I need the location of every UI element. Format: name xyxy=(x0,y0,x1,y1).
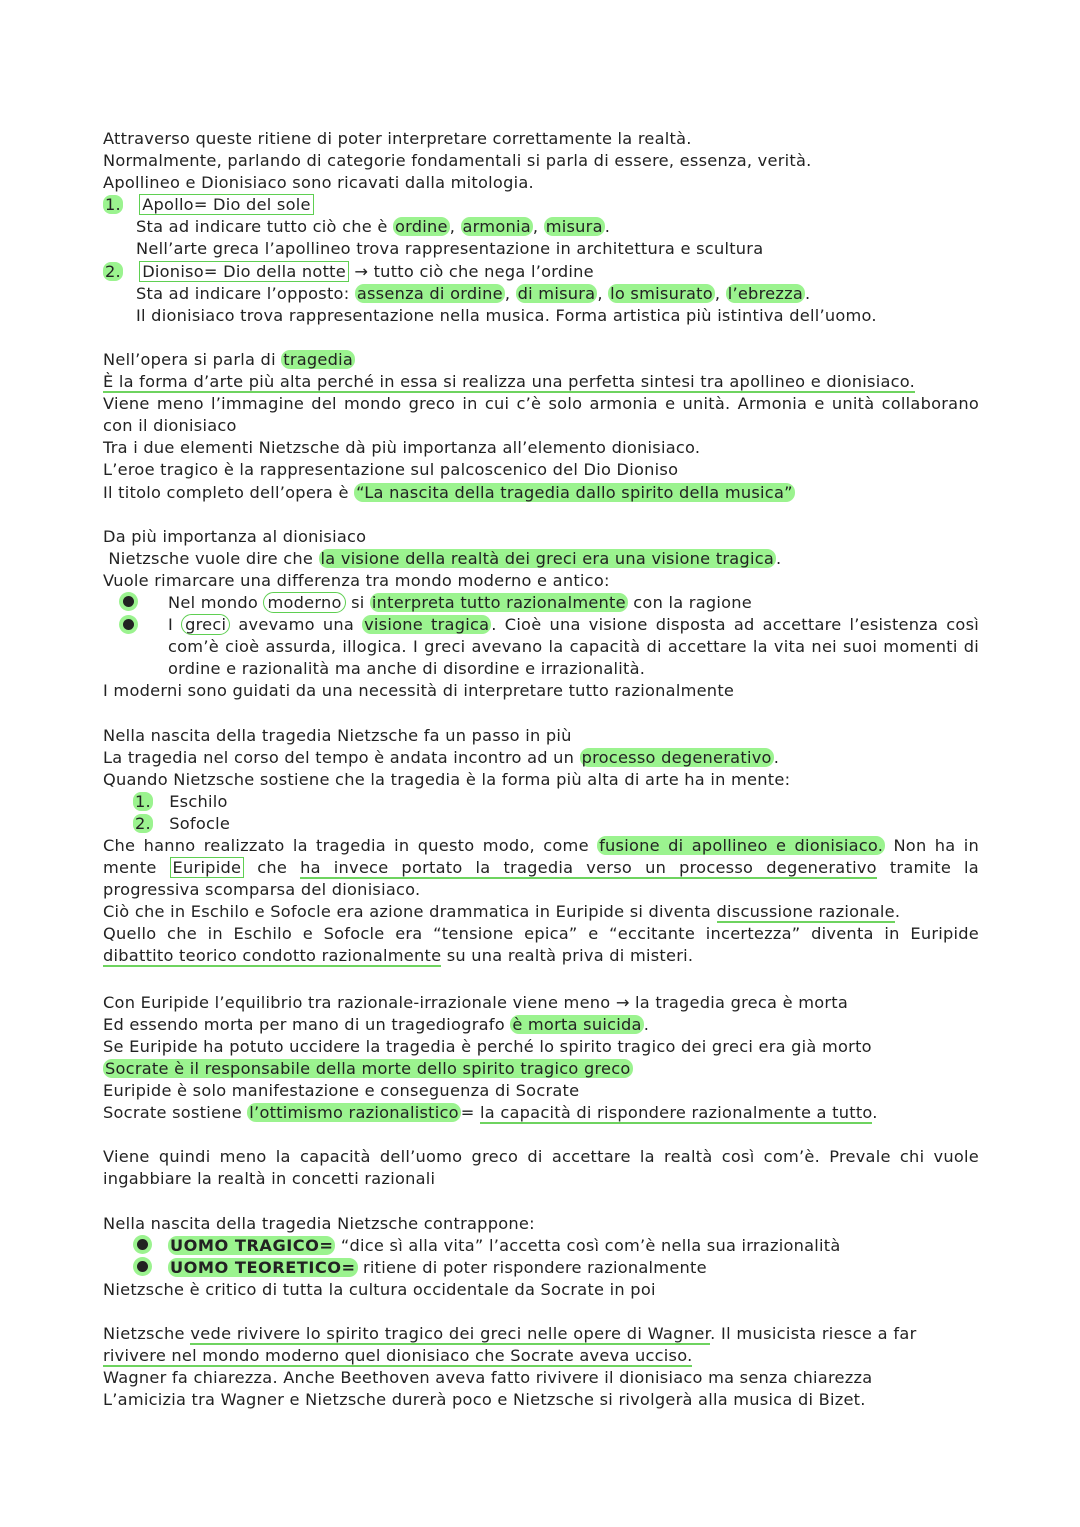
text-line: Sta ad indicare tutto ciò che è ordine , armonia , misura . xyxy=(136,217,611,237)
highlight: visione tragica xyxy=(364,615,490,635)
text-line: Nietzsche vuole dire che la visione della realtà dei greci era una visione tragica . xyxy=(103,548,782,568)
text-line: Socrate sostiene l’ottimismo razionalistico = la capacità di rispondere razionalmente a tutto. xyxy=(103,1103,878,1123)
text-line: Ed essendo morta per mano di un tragediografo è morta suicida . xyxy=(103,1014,650,1034)
highlight: lo smisurato xyxy=(610,283,713,303)
text-line: Attraverso queste ritiene di poter interpretare correttamente la realtà. xyxy=(103,129,692,148)
text-line: I moderni sono guidati da una necessità di interpretare tutto razionalmente xyxy=(103,681,735,701)
underline: rivivere nel mondo moderno quel dionisiaco che Socrate aveva ucciso. xyxy=(103,1346,693,1366)
highlight: tragedia xyxy=(283,349,354,369)
underline: dibattito teorico condotto razionalmente xyxy=(103,946,442,966)
text-line: Nietzsche è critico di tutta la cultura occidentale da Socrate in poi xyxy=(103,1279,656,1299)
list-item: 1. Eschilo xyxy=(103,791,979,813)
text-line: Nell’opera si parla di tragedia xyxy=(103,349,354,369)
text-line: Nella nascita della tragedia Nietzsche fa un passo in più xyxy=(103,725,572,745)
highlight: l’ottimismo razionalistico xyxy=(249,1103,459,1123)
dioniso-term: Dioniso= Dio della notte xyxy=(139,261,349,282)
text-line: Vuole rimarcare una differenza tra mondo moderno e antico: xyxy=(103,570,610,590)
text-paragraph: Quello che in Eschilo e Sofocle era “tensione epica” e “eccitante incertezza” diventa in Euripide dibattito teorico condotto razionalmente su una realtà priva di misteri. xyxy=(103,924,979,966)
text-line xyxy=(103,1345,979,1367)
notes-page xyxy=(103,128,979,1411)
highlight: “La nascita della tragedia dallo spirito della musica” xyxy=(356,482,793,502)
underline: È la forma d’arte più alta perché in essa si realizza una perfetta sintesi tra apollineo e dionisiaco. xyxy=(103,372,916,392)
text-line: Con Euripide l’equilibrio tra razionale-irrazionale viene meno → la tragedia greca è morta xyxy=(103,992,849,1012)
highlight: Socrate è il responsabile della morte dello spirito tragico greco xyxy=(105,1058,631,1078)
underline: vede rivivere lo spirito tragico dei greci nelle opere di Wagner xyxy=(190,1323,711,1343)
text-line: Normalmente, parlando di categorie fondamentali si parla di essere, essenza, verità. xyxy=(103,151,812,171)
text-line: La tragedia nel corso del tempo è andata incontro ad un processo degenerativo . xyxy=(103,747,780,767)
bullet-item: I greci avevamo una visione tragica . Cioè una visione disposta ad accettare l’esistenza così com’è cioè assurda, illogica. I greci avevano la capacità di accettare la vita nei suoi momenti di ordine e razionalità ma anche di disordine e irrazionalità. xyxy=(103,614,979,680)
text-line xyxy=(103,371,979,393)
text-line: Nell’arte greca l’apollineo trova rappresentazione in architettura e scultura xyxy=(136,239,764,259)
text-line: Sta ad indicare l’opposto: assenza di ordine , di misura , lo smisurato , l’ebrezza . xyxy=(136,283,811,303)
text-line: Il titolo completo dell’opera è “La nascita della tragedia dallo spirito della musica” xyxy=(103,482,793,502)
highlight: fusione di apollineo e dionisiaco. xyxy=(599,836,884,855)
underline: la capacità di rispondere razionalmente a tutto xyxy=(480,1103,873,1123)
highlight: l’ebrezza xyxy=(727,283,804,303)
list-item-dioniso: 2. Dioniso= Dio della notte → tutto ciò che nega l’ordine xyxy=(103,261,979,283)
uomo-tragico-label: UOMO TRAGICO= xyxy=(170,1235,334,1255)
circled-word: moderno xyxy=(263,592,345,613)
bullet-icon xyxy=(123,596,134,607)
underline: discussione razionale xyxy=(716,902,895,922)
highlight: ordine xyxy=(394,217,448,237)
highlight: misura xyxy=(545,217,603,237)
text-line: Wagner fa chiarezza. Anche Beethoven aveva fatto rivivere il dionisiaco ma senza chiarezza xyxy=(103,1368,873,1388)
highlight: la visione della realtà dei greci era una visione tragica xyxy=(320,548,775,568)
text-paragraph: Viene quindi meno la capacità dell’uomo greco di accettare la realtà così com’è. Prevale chi vuole ingabbiare la realtà in concetti razionali xyxy=(103,1147,979,1189)
uomo-teoretico-label: UOMO TEORETICO= xyxy=(170,1257,356,1277)
list-item: 2. Sofocle xyxy=(103,813,979,835)
list-number: 1. xyxy=(135,791,151,811)
highlight: processo degenerativo xyxy=(581,747,772,767)
underline: ha invece portato la tragedia verso un processo degenerativo xyxy=(300,858,877,878)
bullet-item: Nel mondo moderno si interpreta tutto razionalmente con la ragione xyxy=(103,592,979,614)
text-line: Se Euripide ha potuto uccidere la tragedia è perché lo spirito tragico dei greci era già morto xyxy=(103,1036,872,1056)
text-line: Nella nascita della tragedia Nietzsche contrappone: xyxy=(103,1213,535,1233)
text-paragraph: Che hanno realizzato la tragedia in questo modo, come fusione di apollineo e dionisiaco. Non ha in mente Euripide che ha invece portato la tragedia verso un processo degenerativo tramite la progressiva scomparsa del dionisiaco. xyxy=(103,836,979,900)
list-number: 2. xyxy=(105,261,121,281)
text-line: Euripide è solo manifestazione e conseguenza di Socrate xyxy=(103,1080,580,1100)
text-line: L’amicizia tra Wagner e Nietzsche durerà poco e Nietzsche si rivolgerà alla musica di Bizet. xyxy=(103,1390,866,1410)
text-line: Il dionisiaco trova rappresentazione nella musica. Forma artistica più istintiva dell’uomo. xyxy=(136,305,877,325)
text-line: Apollineo e Dionisiaco sono ricavati dalla mitologia. xyxy=(103,173,534,193)
list-item-apollo xyxy=(103,194,979,216)
highlight: assenza di ordine xyxy=(356,283,503,303)
euripide-term: Euripide xyxy=(170,857,245,878)
bullet-icon xyxy=(137,1239,148,1250)
list-number: 2. xyxy=(135,813,151,833)
text-line: L’eroe tragico è la rappresentazione sul palcoscenico del Dio Dioniso xyxy=(103,460,679,480)
text-line: Tra i due elementi Nietzsche dà più importanza all’elemento dionisiaco. xyxy=(103,438,701,458)
text-line: Ciò che in Eschilo e Sofocle era azione drammatica in Euripide si diventa discussione razionale. xyxy=(103,902,901,922)
highlight: di misura xyxy=(517,283,596,303)
highlight: interpreta tutto razionalmente xyxy=(371,592,626,612)
text-line: Quando Nietzsche sostiene che la tragedia è la forma più alta di arte ha in mente: xyxy=(103,769,791,789)
text-line: Da più importanza al dionisiaco xyxy=(103,526,367,546)
text-line xyxy=(103,1058,979,1080)
circled-word: greci xyxy=(181,614,230,635)
bullet-icon xyxy=(123,619,134,630)
list-number: 1. xyxy=(105,195,121,215)
bullet-icon xyxy=(137,1261,148,1272)
apollo-term: Apollo= Dio del sole xyxy=(139,194,314,215)
text-paragraph: Viene meno l’immagine del mondo greco in cui c’è solo armonia e unità. Armonia e unità collaborano con il dionisiaco xyxy=(103,394,979,436)
highlight: armonia xyxy=(462,217,531,237)
text-line: Nietzsche vede rivivere lo spirito tragico dei greci nelle opere di Wagner. Il musicista riesce a far xyxy=(103,1323,917,1343)
bullet-item: UOMO TEORETICO= ritiene di poter rispondere razionalmente xyxy=(103,1257,979,1279)
highlight: è morta suicida xyxy=(512,1014,642,1034)
bullet-item: UOMO TRAGICO= “dice sì alla vita” l’accetta così com’è nella sua irrazionalità xyxy=(103,1235,979,1257)
